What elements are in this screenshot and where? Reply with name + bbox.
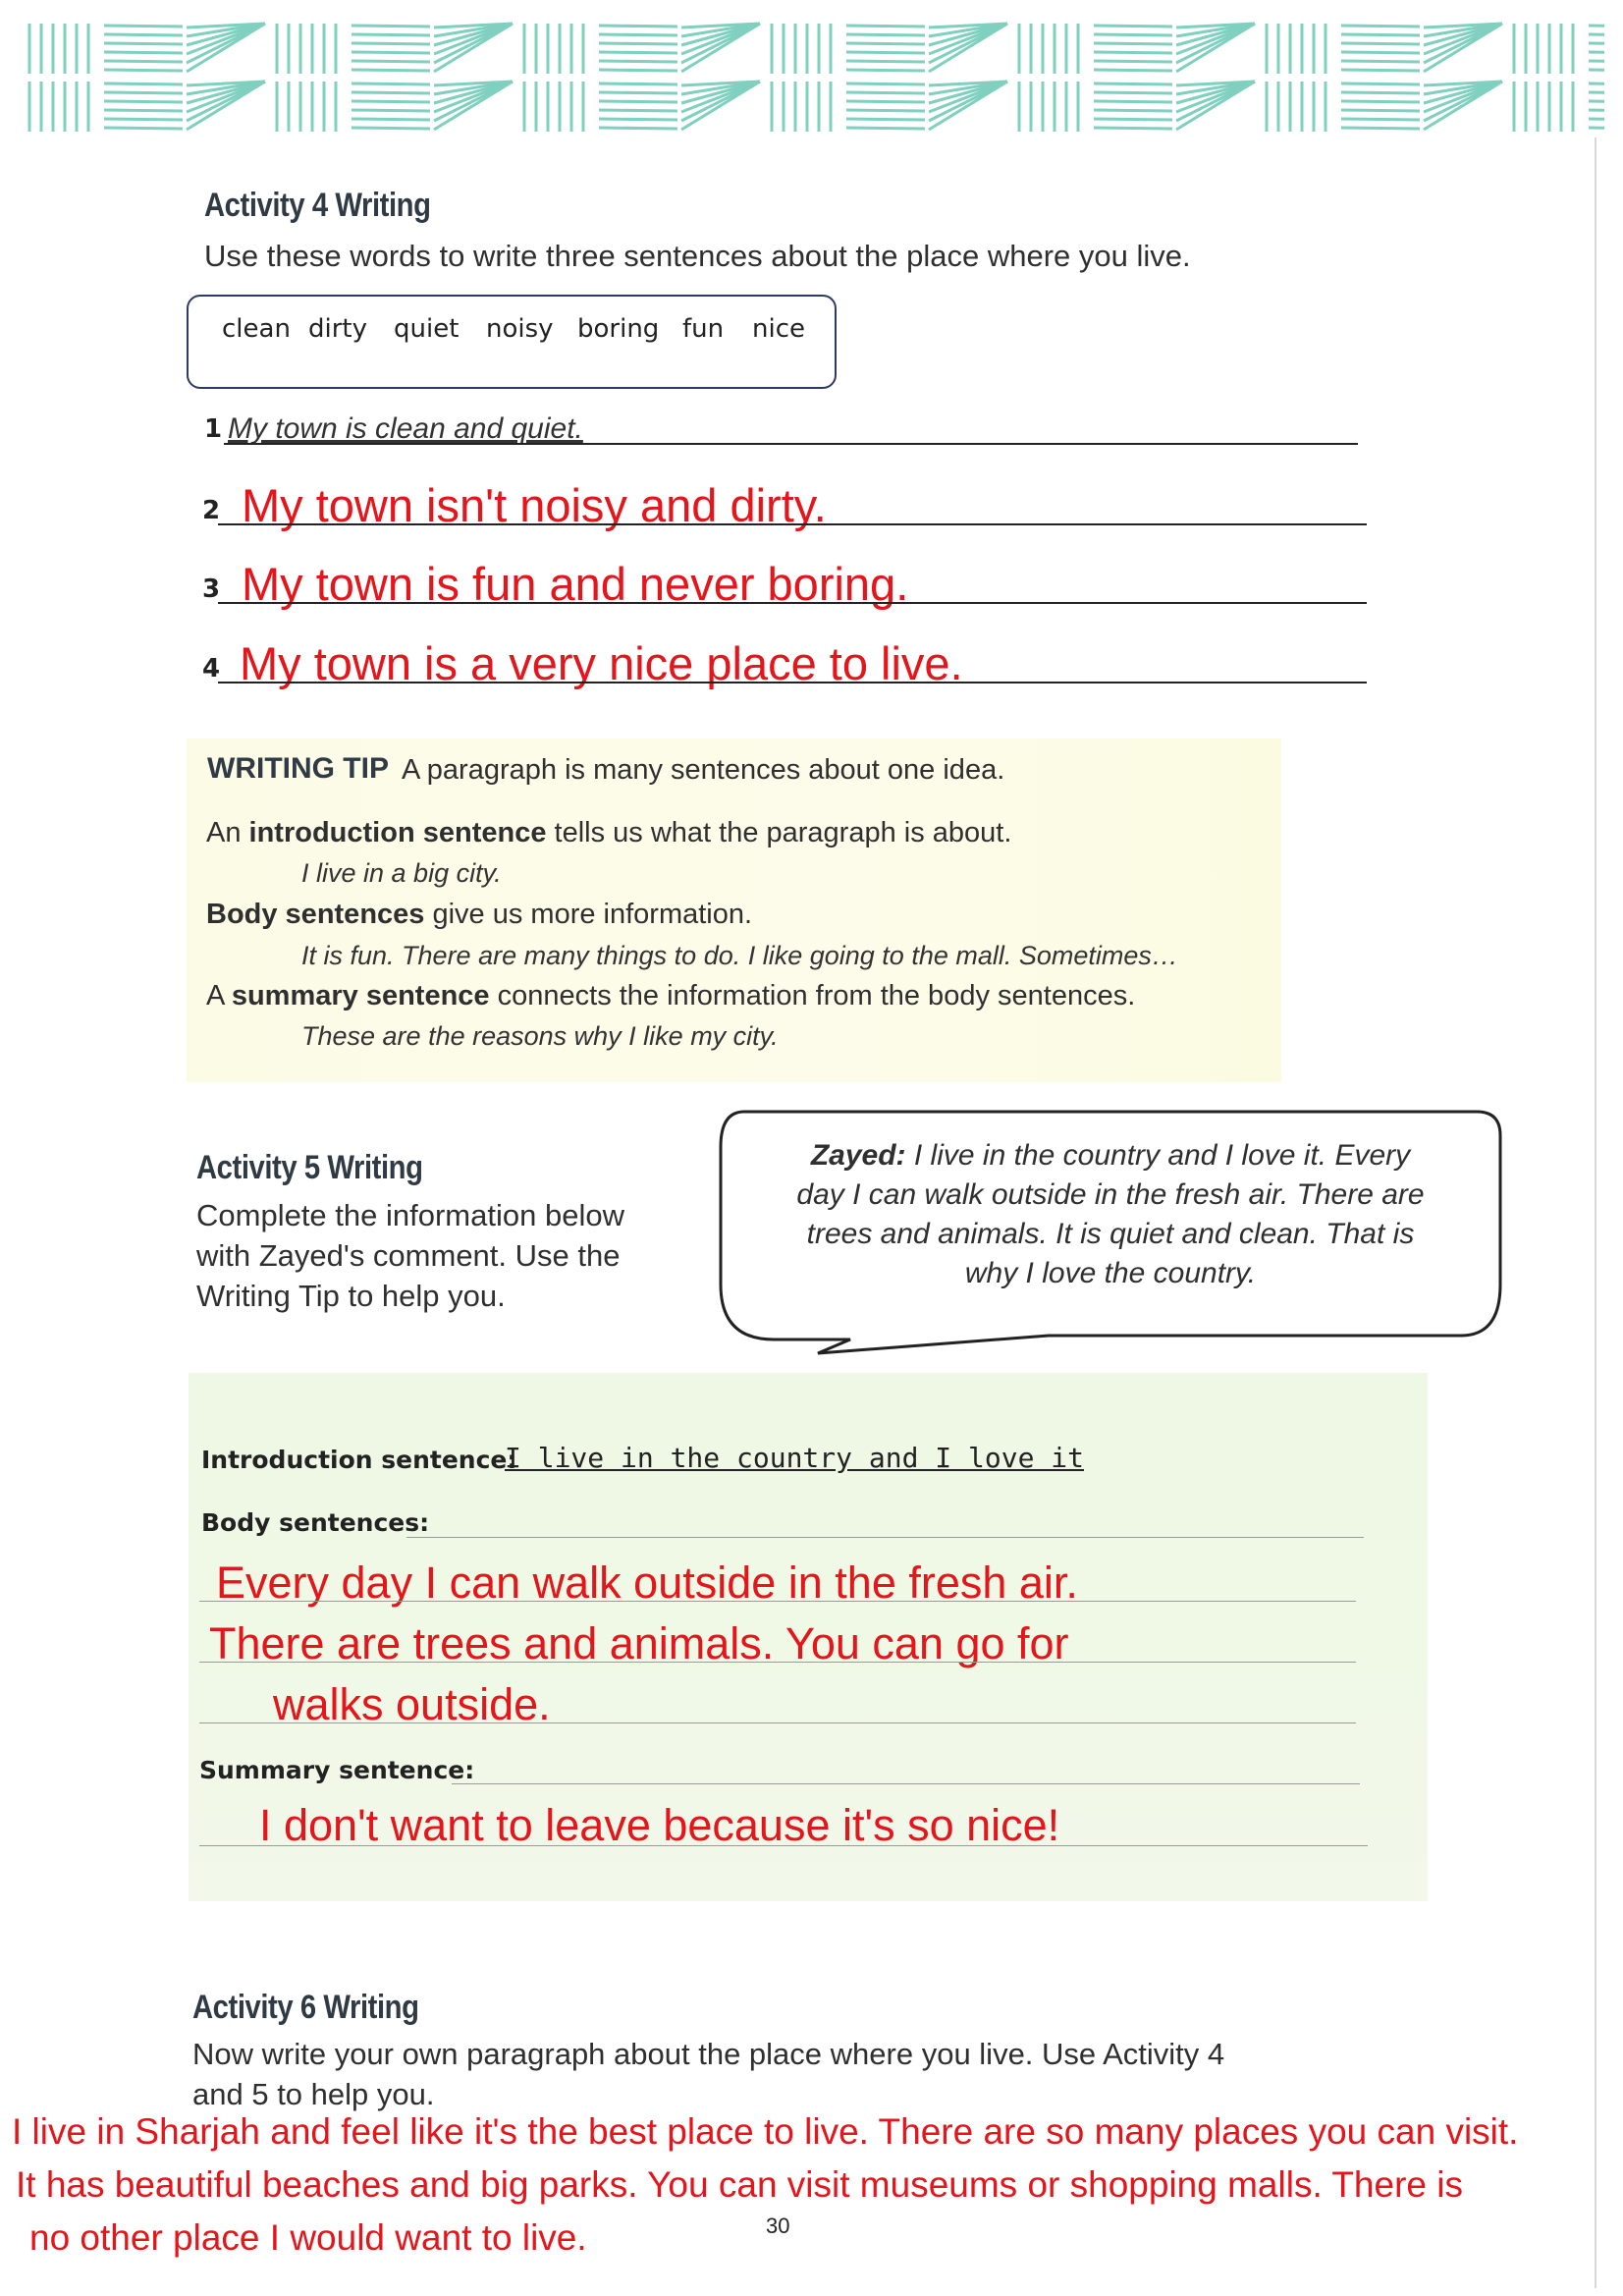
answer-line-1	[224, 443, 1358, 445]
tip-term-summary: summary sentence	[231, 980, 490, 1011]
tip-example-summary: These are the reasons why I like my city.	[301, 1021, 779, 1051]
body-line-0	[406, 1537, 1364, 1538]
word-boring: boring	[577, 314, 660, 344]
body-line-2	[199, 1662, 1356, 1663]
summary-line-1	[199, 1845, 1368, 1846]
word-dirty: dirty	[308, 314, 367, 344]
answer-line-3	[218, 602, 1367, 604]
body-line-3	[199, 1722, 1356, 1723]
zayed-comment: Zayed: I live in the country and I love it. Every day I can walk outside in the fresh air. There are trees and animals. It is quiet and clean. That is why I love the country.	[796, 1139, 1425, 1289]
word-fun: fun	[682, 314, 725, 344]
activity6-instruction-2: and 5 to help you.	[192, 2077, 435, 2111]
sentence-number-2: 2	[202, 496, 221, 525]
summary-answer[interactable]: I don't want to leave because it's so nice!	[259, 1800, 1060, 1850]
activity5-instruction-3: Writing Tip to help you.	[196, 1279, 506, 1313]
sentence-number-3: 3	[202, 574, 221, 604]
body-answer-3[interactable]: walks outside.	[273, 1679, 551, 1729]
tip-line-body: Body sentences give us more information.	[206, 899, 753, 930]
tip-term-introduction: introduction sentence	[248, 817, 547, 848]
tip-example-body: It is fun. There are many things to do. I like going to the mall. Sometimes…	[301, 941, 1178, 970]
body-line-1	[199, 1601, 1356, 1602]
paragraph-answer-line-2[interactable]: It has beautiful beaches and big parks. You can visit museums or shopping malls. There is	[16, 2164, 1463, 2205]
intro-sentence-value[interactable]: I live in the country and I love it	[505, 1442, 1085, 1474]
answer-line-2	[218, 523, 1367, 525]
body-answer-1[interactable]: Every day I can walk outside in the fresh air.	[216, 1558, 1078, 1608]
example-sentence: My town is clean and quiet.	[228, 412, 583, 445]
tip-line-summary: A summary sentence connects the information from the body sentences.	[206, 980, 1136, 1011]
activity5-heading: Activity 5 Writing	[196, 1149, 423, 1186]
activity4-heading: Activity 4 Writing	[204, 187, 431, 224]
activity6-heading: Activity 6 Writing	[192, 1989, 419, 2026]
summary-sentence-label: Summary sentence:	[199, 1756, 475, 1784]
word-nice: nice	[752, 314, 805, 344]
summary-line-0	[452, 1783, 1360, 1784]
paragraph-answer-line-1[interactable]: I live in Sharjah and feel like it's the best place to live. There are so many places you can visit.	[12, 2111, 1519, 2152]
tip-term-body: Body sentences	[206, 899, 425, 930]
tip-example-introduction: I live in a big city.	[301, 858, 502, 888]
writing-tip-intro: A paragraph is many sentences about one idea.	[402, 754, 1005, 786]
activity6-instruction-1: Now write your own paragraph about the place where you live. Use Activity 4	[192, 2037, 1225, 2071]
answer-sentence-3[interactable]: My town is fun and never boring.	[242, 558, 909, 610]
intro-sentence-label: Introduction sentence:	[201, 1446, 517, 1474]
writing-tip-title: WRITING TIP	[207, 752, 389, 785]
sentence-number-1: 1	[204, 414, 223, 444]
word-clean: clean	[222, 314, 291, 344]
body-sentences-label: Body sentences:	[201, 1508, 430, 1537]
word-quiet: quiet	[394, 314, 460, 344]
paragraph-answer-line-3[interactable]: no other place I would want to live.	[29, 2217, 587, 2258]
activity4-instruction: Use these words to write three sentences about the place where you live.	[204, 239, 1191, 273]
answer-sentence-2[interactable]: My town isn't noisy and dirty.	[242, 479, 827, 531]
tip-line-introduction: An introduction sentence tells us what the paragraph is about.	[206, 817, 1012, 848]
page-edge-line	[1595, 137, 1596, 2288]
activity5-instruction-1: Complete the information below	[196, 1198, 624, 1232]
activity5-instruction-2: with Zayed's comment. Use the	[196, 1238, 621, 1273]
sentence-number-4: 4	[202, 654, 221, 683]
word-noisy: noisy	[486, 314, 554, 344]
decorative-banner	[22, 20, 1604, 136]
answer-line-4	[218, 682, 1367, 683]
zayed-speaker: Zayed:	[810, 1139, 906, 1172]
body-answer-2[interactable]: There are trees and animals. You can go for	[209, 1618, 1069, 1668]
answer-sentence-4[interactable]: My town is a very nice place to live.	[240, 637, 963, 689]
page-number: 30	[766, 2214, 790, 2238]
